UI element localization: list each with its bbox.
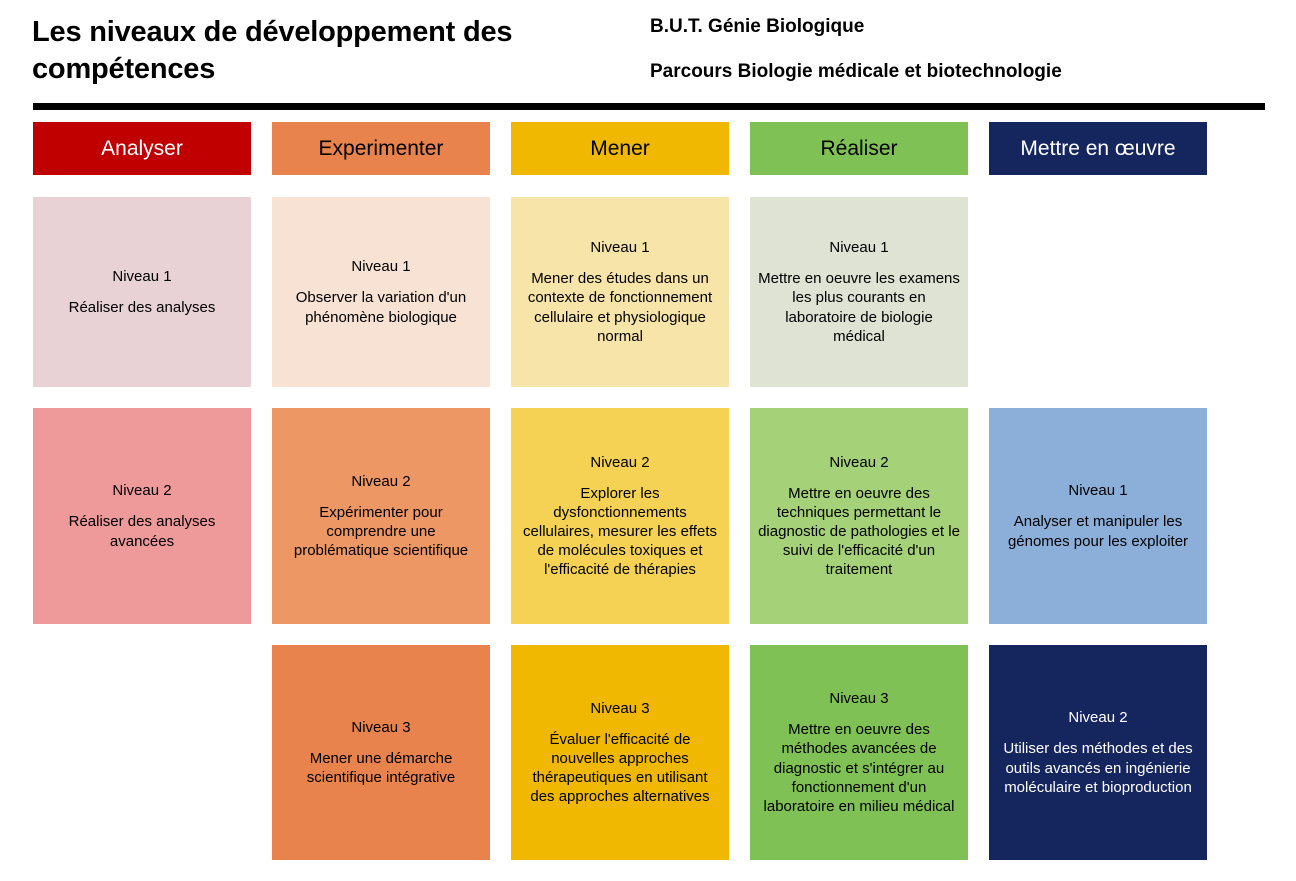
level-label: Niveau 1 <box>829 239 889 257</box>
level-description: Utiliser des méthodes et des outils avancés en ingénierie moléculaire et bioproduction <box>1003 740 1193 796</box>
header-divider <box>33 103 1265 110</box>
competency-grid <box>33 122 1265 881</box>
level-label: Niveau 2 <box>829 453 889 471</box>
level-description: Mener des études dans un contexte de fonctionnement cellulaire et physiologique normal <box>527 270 713 345</box>
level-card[interactable] <box>33 408 251 624</box>
level-card[interactable] <box>989 645 1207 860</box>
level-description: Explorer les dysfonctionnements cellulaires, mesurer les effets de molécules toxiques et l'efficacité de thérapies <box>523 484 717 579</box>
level-card[interactable] <box>33 197 251 387</box>
level-card[interactable] <box>511 197 729 387</box>
level-description: Expérimenter pour comprendre une problématique scientifique <box>293 503 469 560</box>
level-card[interactable] <box>750 645 968 860</box>
competency-column-experimenter <box>272 122 490 881</box>
column-header-analyser[interactable]: Analyser <box>33 122 251 175</box>
column-header-mettre-en-oeuvre[interactable]: Mettre en œuvre <box>989 122 1207 175</box>
column-header-experimenter[interactable]: Experimenter <box>272 122 490 175</box>
level-description: Mettre en oeuvre des techniques permettant le diagnostic de pathologies et le suivi de l'efficacité d'un traitement <box>758 484 960 579</box>
competency-column-analyser <box>33 122 251 881</box>
program-subtitle: B.U.T. Génie Biologique <box>650 16 865 37</box>
level-card-empty <box>33 645 251 860</box>
level-description: Mettre en oeuvre des méthodes avancées de diagnostic et s'intégrer au fonctionnement d'un laboratoire en milieu médical <box>763 721 955 815</box>
slide-header <box>0 0 1296 88</box>
level-card[interactable] <box>750 197 968 387</box>
track-subtitle: Parcours Biologie médicale et biotechnologie <box>650 60 1062 82</box>
level-label: Niveau 2 <box>112 482 172 500</box>
level-card[interactable] <box>272 645 490 860</box>
level-card[interactable] <box>272 197 490 387</box>
page-title: Les niveaux de développement des compétences <box>32 16 513 86</box>
title-block <box>32 14 632 88</box>
level-label: Niveau 1 <box>112 267 172 285</box>
level-label: Niveau 2 <box>1068 709 1128 727</box>
level-label: Niveau 2 <box>590 453 650 471</box>
level-description: Mettre en oeuvre les examens les plus courants en laboratoire de biologie médical <box>758 270 960 345</box>
level-card[interactable] <box>272 408 490 624</box>
level-card[interactable] <box>989 408 1207 624</box>
level-card[interactable] <box>511 645 729 860</box>
subtitle-block <box>632 14 1062 84</box>
level-description: Observer la variation d'un phénomène biologique <box>295 289 467 326</box>
competency-column-mener <box>511 122 729 881</box>
level-label: Niveau 1 <box>351 258 411 276</box>
level-card-empty <box>989 197 1207 387</box>
level-description: Réaliser des analyses avancées <box>68 513 216 550</box>
column-header-realiser[interactable]: Réaliser <box>750 122 968 175</box>
level-label: Niveau 2 <box>351 472 411 490</box>
level-description: Évaluer l'efficacité de nouvelles approches thérapeutiques en utilisant des approches alternatives <box>530 730 710 806</box>
column-header-mener[interactable]: Mener <box>511 122 729 175</box>
level-card[interactable] <box>750 408 968 624</box>
level-label: Niveau 1 <box>1068 482 1128 500</box>
level-description: Analyser et manipuler les génomes pour les exploiter <box>1007 513 1189 550</box>
level-description: Réaliser des analyses <box>68 299 216 316</box>
level-card[interactable] <box>511 408 729 624</box>
level-label: Niveau 3 <box>351 718 411 736</box>
level-label: Niveau 1 <box>590 239 650 257</box>
competency-column-mettre-en-oeuvre <box>989 122 1207 881</box>
level-label: Niveau 3 <box>829 690 889 708</box>
competency-column-realiser <box>750 122 968 881</box>
level-label: Niveau 3 <box>590 699 650 717</box>
level-description: Mener une démarche scientifique intégrative <box>306 749 456 787</box>
